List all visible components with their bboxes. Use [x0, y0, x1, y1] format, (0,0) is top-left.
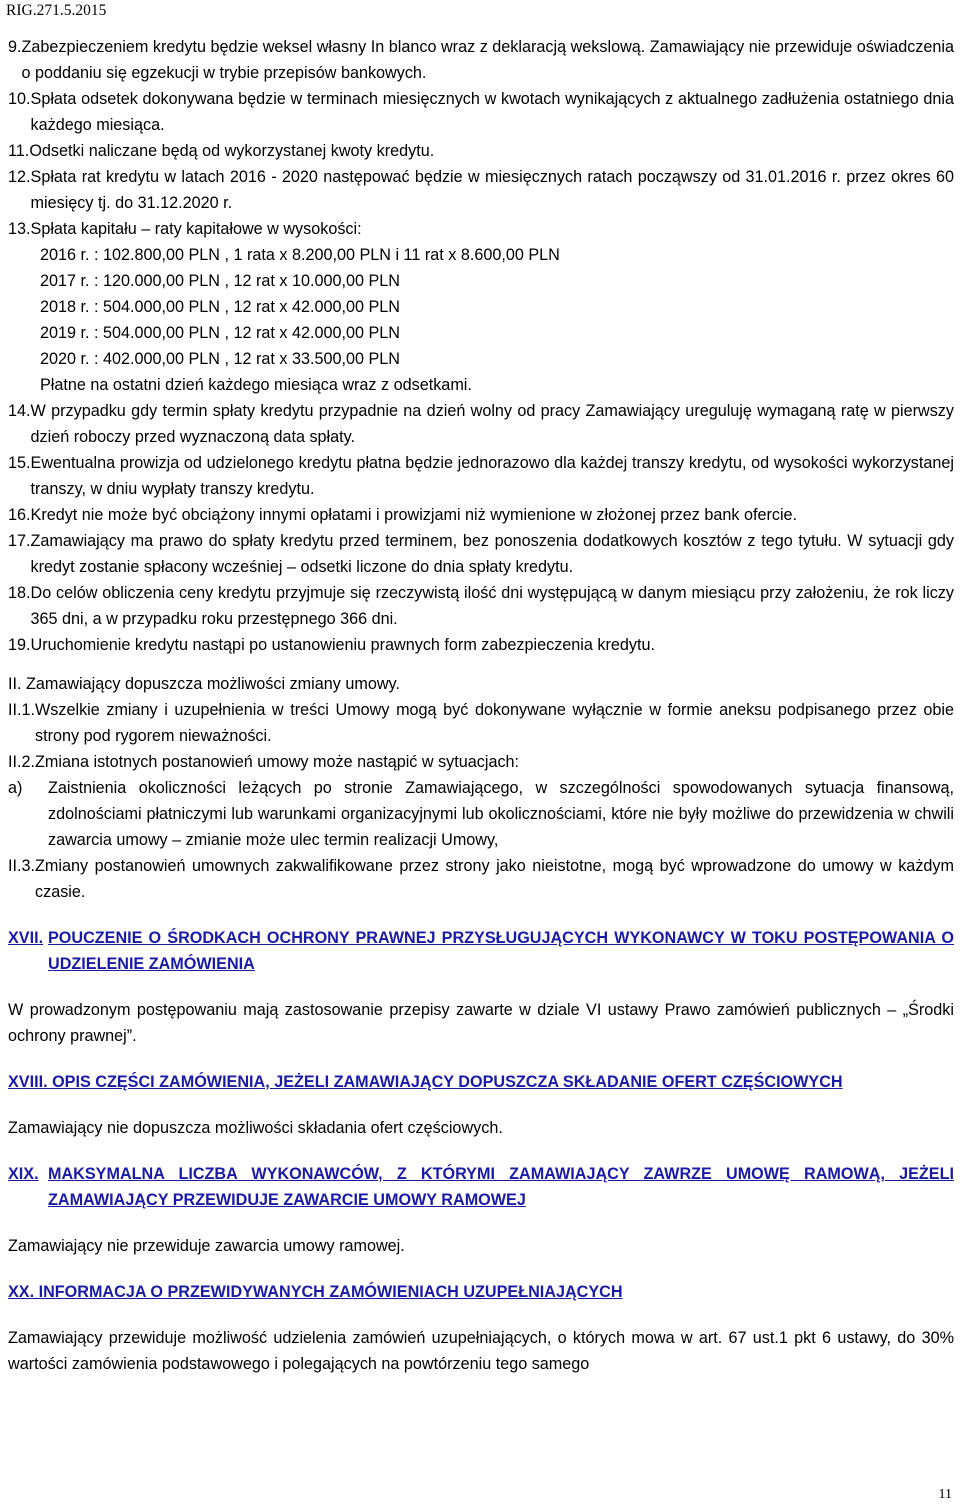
capital-row: 2018 r. : 504.000,00 PLN , 12 rat x 42.000,00 PLN — [40, 298, 400, 316]
list-item: 18. Do celów obliczenia ceny kredytu przyjmuje się rzeczywistą ilość dni występującą w danym miesiącu przy założeniu, że rok liczy 365 dni, a w przypadku roku przestępnego 366 dni. — [8, 584, 954, 628]
spacer — [8, 1305, 954, 1325]
list-item: 12. Spłata rat kredytu w latach 2016 - 2020 następować będzie w miesięcznych ratach począwszy od 31.01.2016 r. przez okres 60 miesięcy tj. do 31.12.2020 r. — [8, 168, 954, 212]
section-xix-heading: XIX. MAKSYMALNA LICZBA WYKONAWCÓW, Z KTÓRYMI ZAMAWIAJĄCY ZAWRZE UMOWĘ RAMOWĄ, JEŻELI ZAMAWIAJĄCY PRZEWIDUJE ZAWARCIE UMOWY RAMOWEJ — [8, 1165, 954, 1209]
section-ii-title: II. Zamawiający dopuszcza możliwości zmiany umowy. — [8, 675, 400, 693]
section-ii-point-a: a) Zaistnienia okoliczności leżących po stronie Zamawiającego, w szczególności spowodowanych sytuacja finansową, zdolnościami płatniczymi lub warunkami organizacyjnymi lub okolicznościami, które nie były możliwe do przewidzenia w chwili zawarcia umowy – zmianie może ulec termin realizacji Umowy, — [8, 779, 954, 849]
list-item: 15. Ewentualna prowizja od udzielonego kredytu płatna będzie jednorazowo dla każdej transzy kredytu, od wysokości wykorzystanej transzy, w dniu wypłaty transzy kredytu. — [8, 454, 954, 498]
capital-row: 2020 r. : 402.000,00 PLN , 12 rat x 33.500,00 PLN — [40, 350, 400, 368]
list-section-b — [8, 398, 954, 658]
list-item: 11. Odsetki naliczane będą od wykorzystanej kwoty kredytu. — [8, 142, 435, 160]
section-xx-heading: XX. INFORMACJA O PRZEWIDYWANYCH ZAMÓWIENIACH UZUPEŁNIAJĄCYCH — [8, 1283, 623, 1301]
section-ii-point-2: II.2. Zmiana istotnych postanowień umowy może nastąpić w sytuacjach: — [8, 753, 520, 771]
list-item: 13. Spłata kapitału – raty kapitałowe w wysokości: — [8, 220, 362, 238]
section-xvii-heading: XVII. POUCZENIE O ŚRODKACH OCHRONY PRAWNEJ PRZYSŁUGUJĄCYCH WYKONAWCY W TOKU POSTĘPOWANIA O UDZIELENIE ZAMÓWIENIA — [8, 929, 954, 973]
document-body — [8, 34, 954, 1377]
capital-schedule — [8, 242, 954, 398]
spacer — [8, 1141, 954, 1161]
section-xviii-body: Zamawiający nie dopuszcza możliwości składania ofert częściowych. — [8, 1119, 503, 1137]
section-ii-point-1: II.1. Wszelkie zmiany i uzupełnienia w treści Umowy mogą być dokonywane wyłącznie w formie aneksu podpisanego przez obie strony pod rygorem nieważności. — [8, 701, 954, 745]
list-item: 17. Zamawiający ma prawo do spłaty kredytu przed terminem, bez ponoszenia dodatkowych kosztów z tego tytułu. W sytuacji gdy kredyt zostanie spłacony wcześniej – odsetki liczone do dnia spłaty kredytu. — [8, 532, 954, 576]
capital-row: 2017 r. : 120.000,00 PLN , 12 rat x 10.000,00 PLN — [40, 272, 400, 290]
spacer — [8, 1259, 954, 1279]
section-xx-body: Zamawiający przewiduje możliwość udzielenia zamówień uzupełniających, o których mowa w art. 67 ust.1 pkt 6 ustawy, do 30% wartości zamówienia podstawowego i polegających na powtórzeniu tego samego — [8, 1329, 954, 1373]
list-item: 16. Kredyt nie może być obciążony innymi opłatami i prowizjami niż wymienione w złożonej przez bank ofercie. — [8, 506, 798, 524]
capital-row: 2019 r. : 504.000,00 PLN , 12 rat x 42.000,00 PLN — [40, 324, 400, 342]
capital-note: Płatne na ostatni dzień każdego miesiąca wraz z odsetkami. — [40, 376, 472, 394]
page-number: 11 — [938, 1487, 952, 1502]
spacer — [8, 905, 954, 925]
section-xviii-heading: XVIII. OPIS CZĘŚCI ZAMÓWIENIA, JEŻELI ZAMAWIAJĄCY DOPUSZCZA SKŁADANIE OFERT CZĘŚCIOWYCH — [8, 1073, 843, 1091]
section-ii — [8, 671, 954, 905]
document-reference: RIG.271.5.2015 — [6, 2, 107, 19]
spacer — [8, 1213, 954, 1233]
list-item: 10. Spłata odsetek dokonywana będzie w terminach miesięcznych w kwotach wynikających z aktualnego zadłużenia ostatniego dnia każdego miesiąca. — [8, 90, 954, 134]
list-item: 9. Zabezpieczeniem kredytu będzie weksel własny In blanco wraz z deklaracją wekslową. Zamawiający nie przewiduje oświadczenia o poddaniu się egzekucji w trybie przepisów bankowych. — [8, 38, 954, 82]
section-xvii-body: W prowadzonym postępowaniu mają zastosowanie przepisy zawarte w dziale VI ustawy Prawo zamówień publicznych – „Środki ochrony prawnej”. — [8, 1001, 954, 1045]
list-section-a — [8, 34, 954, 242]
spacer — [8, 1095, 954, 1115]
spacer — [8, 1049, 954, 1069]
spacer — [8, 658, 954, 671]
section-xix-body: Zamawiający nie przewiduje zawarcia umowy ramowej. — [8, 1237, 405, 1255]
list-item: 19. Uruchomienie kredytu nastąpi po ustanowieniu prawnych form zabezpieczenia kredytu. — [8, 636, 655, 654]
list-item: 14. W przypadku gdy termin spłaty kredytu przypadnie na dzień wolny od pracy Zamawiający ureguluję wymaganą ratę w pierwszy dzień roboczy przed wyznaczoną data spłaty. — [8, 402, 954, 446]
section-ii-point-3: II.3. Zmiany postanowień umownych zakwalifikowane przez strony jako nieistotne, mogą być wprowadzone do umowy w każdym czasie. — [8, 857, 954, 901]
spacer — [8, 977, 954, 997]
capital-row: 2016 r. : 102.800,00 PLN , 1 rata x 8.200,00 PLN i 11 rat x 8.600,00 PLN — [40, 246, 560, 264]
